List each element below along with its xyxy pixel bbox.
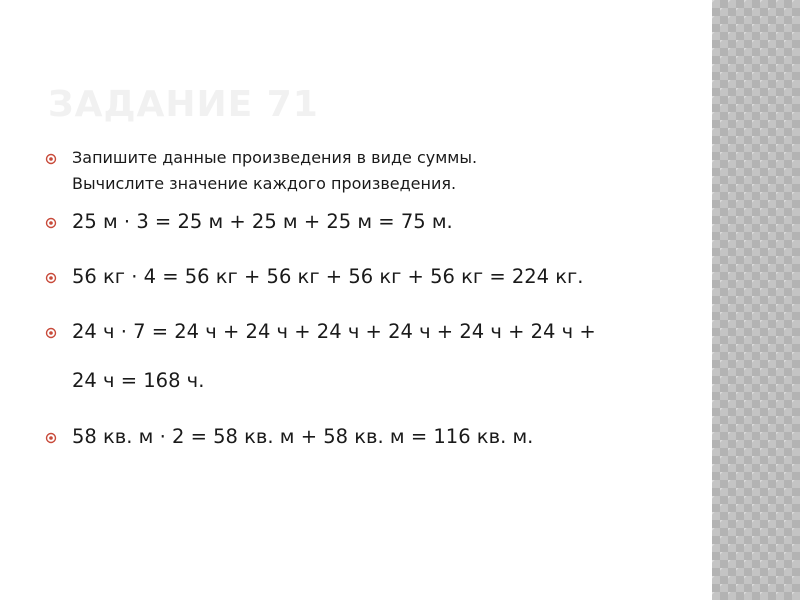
- decorative-side-panel: [712, 0, 800, 600]
- circle-bullet-icon: [44, 152, 58, 166]
- instructions-line-2: Вычислите значение каждого произведения.: [72, 174, 457, 193]
- equation-4: 58 кв. м · 2 = 58 кв. м + 58 кв. м = 116 кв. м.: [72, 425, 534, 448]
- circle-bullet-icon: [44, 326, 58, 340]
- circle-bullet-icon: [44, 271, 58, 285]
- equation-2: 56 кг · 4 = 56 кг + 56 кг + 56 кг + 56 кг = 224 кг.: [72, 265, 584, 288]
- instructions-line-1: Запишите данные произведения в виде суммы.: [72, 148, 478, 167]
- slide-title: ЗАДАНИЕ 71: [48, 84, 319, 125]
- equation-3-line-1: 24 ч · 7 = 24 ч + 24 ч + 24 ч + 24 ч + 24 ч + 24 ч +: [72, 320, 596, 343]
- circle-bullet-icon: [44, 431, 58, 445]
- equation-1: 25 м · 3 = 25 м + 25 м + 25 м = 75 м.: [72, 210, 453, 233]
- equation-3-line-2: 24 ч = 168 ч.: [72, 369, 205, 392]
- circle-bullet-icon: [44, 216, 58, 230]
